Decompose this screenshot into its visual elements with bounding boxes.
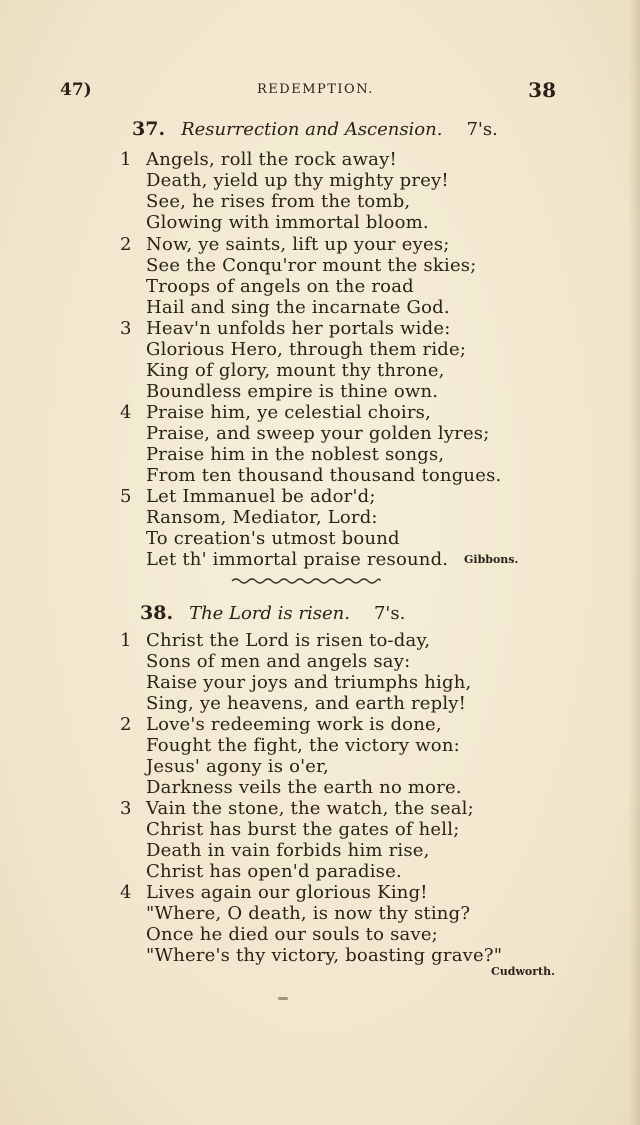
verse-line: "Where's thy victory, boasting grave?" — [146, 945, 503, 966]
verse-line: Jesus' agony is o'er, — [146, 756, 329, 777]
verse-line: Hail and sing the incarnate God. — [146, 297, 450, 318]
verse-line: Vain the stone, the watch, the seal; — [146, 798, 474, 819]
stanza-number: 2 — [120, 234, 132, 255]
verse-line: Troops of angels on the road — [146, 276, 414, 297]
stanza-number: 5 — [120, 486, 132, 507]
verse-line: Darkness veils the earth no more. — [146, 777, 462, 798]
verse-line: King of glory, mount thy throne, — [146, 360, 445, 381]
divider-ornament — [230, 576, 382, 586]
page-marker-left: 47) — [60, 80, 92, 100]
verse-line: Christ the Lord is risen to-day, — [146, 630, 431, 651]
verse-line: Death, yield up thy mighty prey! — [146, 170, 449, 191]
hymn-meter: 7's. — [466, 119, 498, 140]
stanza-number: 4 — [120, 882, 132, 903]
verse-line: Angels, roll the rock away! — [146, 149, 397, 170]
verse-line: Praise, and sweep your golden lyres; — [146, 423, 490, 444]
verse-line: Heav'n unfolds her portals wide: — [146, 318, 451, 339]
verse-line: Glorious Hero, through them ride; — [146, 339, 467, 360]
verse-line: Glowing with immortal bloom. — [146, 212, 429, 233]
hymn-meter: 7's. — [373, 603, 406, 624]
page-number: 38 — [528, 78, 556, 102]
hymn-number: 37. — [132, 118, 166, 140]
page-edge-shadow — [628, 0, 640, 1125]
hymn-37-author: Gibbons. — [464, 553, 519, 566]
stanza-number: 1 — [120, 149, 132, 170]
verse-line: Sing, ye heavens, and earth reply! — [146, 693, 467, 714]
verse-line: Sons of men and angels say: — [146, 651, 411, 672]
verse-line: From ten thousand thousand tongues. — [146, 465, 502, 486]
verse-line: See, he rises from the tomb, — [146, 191, 411, 212]
verse-line: Praise him in the noblest songs, — [146, 444, 445, 465]
stanza-number: 1 — [120, 630, 132, 651]
verse-line: Christ has burst the gates of hell; — [146, 819, 460, 840]
verse-line: Let th' immortal praise resound. — [146, 549, 449, 570]
stanza-number: 4 — [120, 402, 132, 423]
verse-line: Raise your joys and triumphs high, — [146, 672, 472, 693]
hymn-37-heading — [132, 118, 498, 140]
verse-line: Lives again our glorious King! — [146, 882, 428, 903]
verse-line: Ransom, Mediator, Lord: — [146, 507, 378, 528]
hymn-38-author: Cudworth. — [491, 965, 555, 978]
stanza-number: 3 — [120, 318, 132, 339]
verse-line: Christ has open'd paradise. — [146, 861, 402, 882]
running-head — [60, 78, 560, 102]
hymn-number: 38. — [140, 602, 174, 624]
verse-line: Boundless empire is thine own. — [146, 381, 439, 402]
verse-line: To creation's utmost bound — [146, 528, 400, 549]
printer-mark — [278, 997, 288, 1000]
section-title: REDEMPTION. — [257, 82, 374, 97]
hymn-38-heading — [140, 602, 405, 624]
verse-line: Now, ye saints, lift up your eyes; — [146, 234, 450, 255]
verse-line: See the Conqu'ror mount the skies; — [146, 255, 477, 276]
hymn-title: The Lord is risen. — [189, 603, 350, 624]
verse-line: Death in vain forbids him rise, — [146, 840, 430, 861]
verse-line: Once he died our souls to save; — [146, 924, 438, 945]
verse-line: Let Immanuel be ador'd; — [146, 486, 376, 507]
stanza-number: 2 — [120, 714, 132, 735]
verse-line: "Where, O death, is now thy sting? — [146, 903, 471, 924]
stanza-number: 3 — [120, 798, 132, 819]
verse-line: Praise him, ye celestial choirs, — [146, 402, 432, 423]
hymn-title: Resurrection and Ascension. — [181, 119, 443, 140]
verse-line: Fought the fight, the victory won: — [146, 735, 460, 756]
verse-line: Love's redeeming work is done, — [146, 714, 442, 735]
